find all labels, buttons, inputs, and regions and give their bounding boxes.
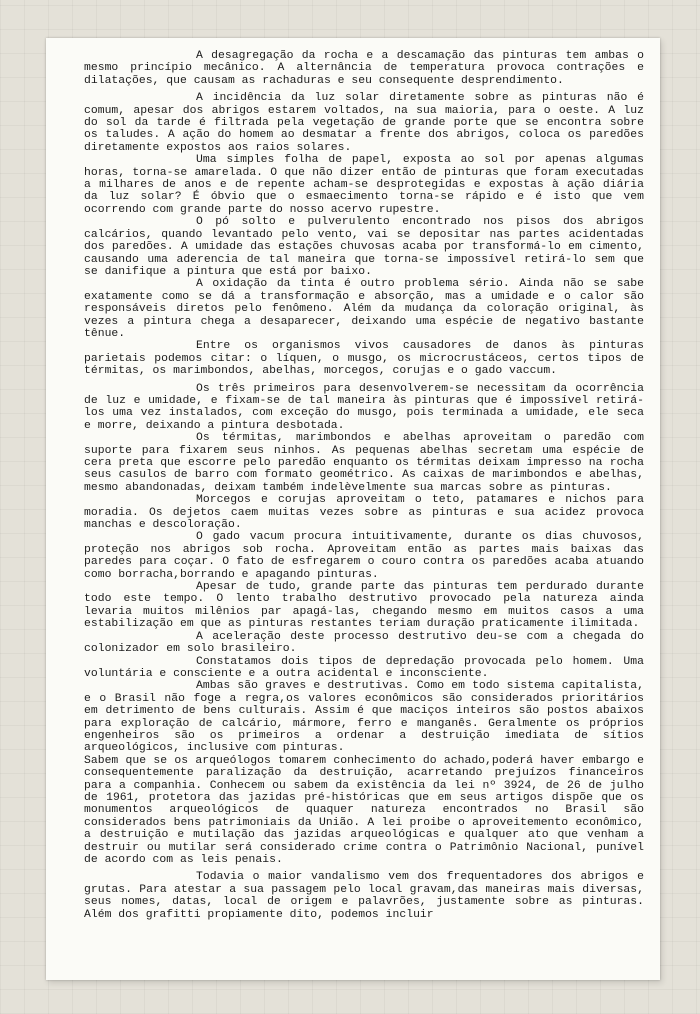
typewritten-page — [46, 38, 660, 980]
paragraph-oxidation: A oxidação da tinta é outro problema sério. Ainda não se sabe exatamente como se dá a transformação e absorção, mas a umidade e o calor são responsáveis diretos pelo fenômeno. Além da mudança da coloração original, às vezes a pintura chega a desaparecer, deixando uma espécie de negativo bastante tênue. — [84, 278, 644, 340]
paragraph-sunlight: A incidência da luz solar diretamente sobre as pinturas não é comum, apesar dos abrigos estarem voltados, na sua maioria, para o oeste. A luz do sol da tarde é filtrada pela vegetação de grande porte que se encontra sobre os taludes. A ação do homem ao desmatar a frente dos abrigos, coloca os paredões diretamente expostos aos raios solares. — [84, 92, 644, 154]
paragraph-dust: O pó solto e pulverulento encontrado nos pisos dos abrigos calcários, quando levantado pelo vento, vai se depositar nas partes acidentadas dos paredões. A umidade das estações chuvosas acaba por transformá-lo em cimento, causando uma aderencia de tal maneira que torna-se impossível retirá-lo sem que se danifique a pintura que está por baixo. — [84, 216, 644, 278]
paragraph-termites-bees: Os térmitas, marimbondos e abelhas aproveitam o paredão com suporte para fixarem seus ninhos. As pequenas abelhas secretam uma espécie de cera preta que escorre pelo paredão enquanto os térmitas deixam impresso na rocha seus casulos de barro com formato geométrico. As caixas de marimbondos e abelhas, mesmo abandonadas, deixam também indelèvelmente sua marcas sobre as pinturas. — [84, 432, 644, 494]
paragraph-economic-values: Ambas são graves e destrutivas. Como em todo sistema capitalista, e o Brasil não foge a regra,os valores econômicos são considerados prioritários em detrimento de bens culturais. Assim é que maciços inteiros são postos abaixos para exploração de calcário, mármore, ferro e manganês. Geralmente os próprios engenheiros são os primeiros a ordenar a destruição imediata de sítios arqueológicos, inclusive com pinturas. — [84, 680, 644, 755]
paragraph-lichen-moss: Os três primeiros para desenvolverem-se necessitam da ocorrência de luz e umidade, e fixam-se de tal maneira às pinturas que é impossível retirá-los uma vez instalados, com exceção do musgo, pois terminada a umidade, ele seca e morre, deixando a pintura desbotada. — [84, 382, 644, 432]
paragraph-bats-owls: Morcegos e corujas aproveitam o teto, patamares e nichos para moradia. Os dejetos caem muitas vezes sobre as pinturas e sua acidez provoca manchas e descoloração. — [84, 494, 644, 532]
paragraph-vandalism: Todavia o maior vandalismo vem dos frequentadores dos abrigos e grutas. Para atestar a sua passagem pelo local gravam,das maneiras mais diversas, seus nomes, datas, local de origem e palavrões, justamente sobre as pinturas. Além dos grafitti propiamente dito, podemos incluir — [84, 871, 644, 921]
paragraph-two-types: Constatamos dois tipos de depredação provocada pelo homem. Uma voluntária e consciente e a outra acidental e inconsciente. — [84, 655, 644, 680]
paragraph-acceleration: A aceleração deste processo destrutivo deu-se com a chegada do colonizador em solo brasileiro. — [84, 630, 644, 656]
paragraph-endurance: Apesar de tudo, grande parte das pinturas tem perdurado durante todo este tempo. O lento trabalho destrutivo provocado pela natureza ainda levaria muitos milênios par apagá-las, chegando mesmo em muitos casos a uma estabilização em que as pinturas restantes teriam duração praticamente ilimitada. — [84, 581, 644, 631]
paragraph-living-organisms: Entre os organismos vivos causadores de danos às pinturas parietais podemos citar: o líquen, o musgo, os microcrustáceos, certos tipos de térmitas, os marimbondos, abelhas, morcegos, corujas e o gado vaccum. — [84, 340, 644, 378]
paragraph-paper-example: Uma simples folha de papel, exposta ao sol por apenas algumas horas, torna-se amarelada. O que não dizer então de pinturas que foram executadas a milhares de anos e de repente acham-se desprotegidas e expostas à ação diária da luz solar? É óbvio que o esmaecimento torna-se rápido e é isto que vem ocorrendo com grande parte do nosso acervo rupestre. — [84, 154, 644, 216]
paragraph-law-3924: Sabem que se os arqueólogos tomarem conhecimento do achado,poderá haver embargo e consequentemente paralização da destruição, acarretando prejuízos financeiros para a companhia. Conhecem ou sabem da existência da lei nº 3924, de 26 de julho de 1961, protetora das jazidas pré-históricas que em seus artigos dispõe que os monumentos arqueológicos de quaquer natureza encontrados no Brasil são considerados bens patrimoniais da União. A lei proibe o aproveitemento econômico, a destruição e mutilação das jazidas arqueológicas e qualquer ato que venham a destruir ou mutilar será considerado crime contra o Patrimônio Nacional, punível de acordo com as leis penais. — [84, 754, 644, 866]
page-body — [84, 50, 644, 921]
paragraph-cattle: O gado vacum procura intuitivamente, durante os dias chuvosos, proteção nos abrigos sob rocha. Aproveitam então as partes mais baixas das paredes para coçar. O fato de esfregarem o couro contra os paredões acaba atuando como borracha,borrando e apagando pinturas. — [84, 531, 644, 581]
paragraph-rock-flaking: A desagregação da rocha e a descamação das pinturas tem ambas o mesmo princípio mecânico. A alternância de temperatura provoca contrações e dilatações, que causam as rachaduras e seu consequente desprendimento. — [84, 50, 644, 87]
